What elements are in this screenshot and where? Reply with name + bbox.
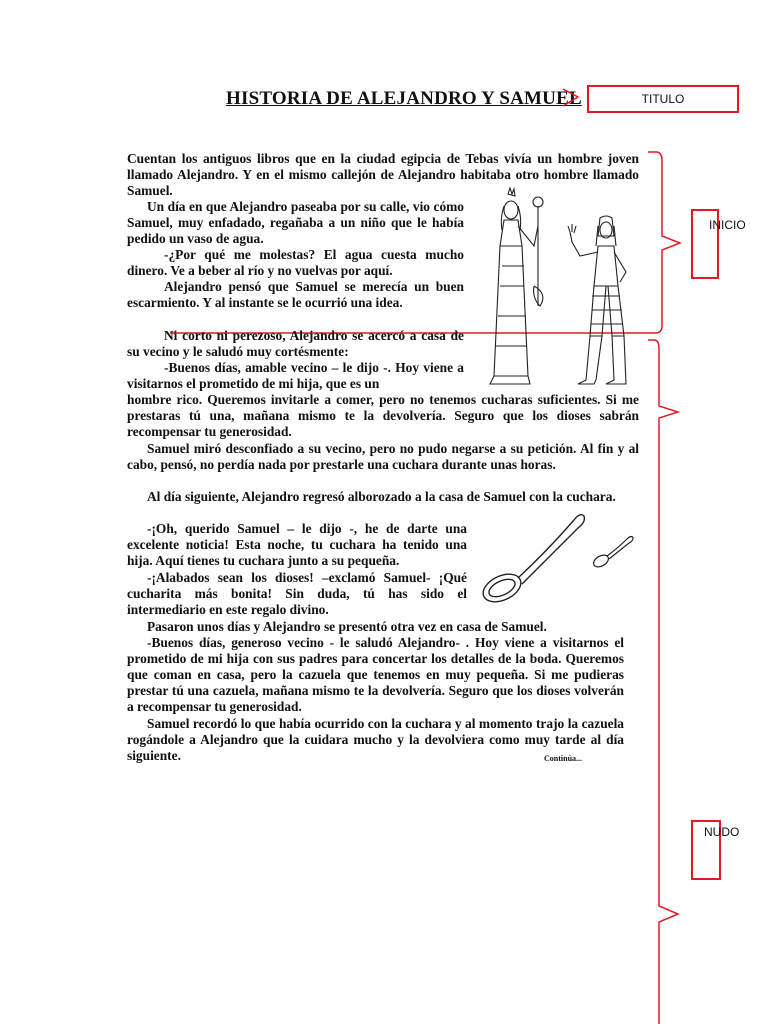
nudo-label: NUDO [704,825,740,839]
paragraph-2: Un día en que Alejandro paseaba por su calle, vio cómo Samuel, muy enfadado, regañaba a un niño que le había pedido un vaso de agua. [127,199,464,246]
small-spoon-illustration [592,534,636,568]
titulo-pointer [563,89,578,106]
paragraph-9: -¡Oh, querido Samuel – le dijo -, he de darte una excelente noticia! Esta noche, tu cuchara ha tenido una hija. Aquí tienes tu cuchara junto a su pequeña. [127,521,467,568]
paragraph-6b: hombre rico. Queremos invitarle a comer, pero no tenemos cucharas suficientes. Si me prestaras tú una, mañana mismo te la devolvería. Seguro que los dioses sabrán recompensar tu generosidad. [127,392,639,439]
paragraph-13: Samuel recordó lo que había ocurrido con la cuchara y al momento trajo la cazuela rogándole a Alejandro que la cuidara mucho y la devolviera como muy tarde al día siguiente. [127,716,624,763]
paragraph-11: Pasaron unos días y Alejandro se presentó otra vez en casa de Samuel. [147,619,547,634]
egyptian-figures-illustration [480,186,640,388]
paragraph-10: -¡Alabados sean los dioses! –exclamó Samuel- ¡Qué cucharita más bonita! Sin duda, tú has sido el intermediario en este regalo divino. [127,570,467,617]
paragraph-1: Cuentan los antiguos libros que en la ciudad egipcia de Tebas vivía un hombre joven llamado Alejandro. Y en el mismo callejón de Alejandro habitaba otro hombre llamado Samuel. [127,151,639,198]
story-title: HISTORIA DE ALEJANDRO Y SAMUEL [226,88,582,109]
paragraph-12: -Buenos días, generoso vecino - le saludó Alejandro- . Hoy viene a visitarnos el prometido de mi hija con sus padres para concertar los detalles de la boda. Queremos que coman en casa, pero la cazuela que tenemos en muy pequeña. Si me pudieras prestar tú una cazuela, mañana mismo te la devolvería. Seguro que los dioses volverán a recompensar tu generosidad. [127,635,624,714]
titulo-label-box [587,85,739,113]
paragraph-5: Ni corto ni perezoso, Alejandro se acercó a casa de su vecino y le saludó muy cortésmente: [127,328,464,359]
nudo-bracket [648,340,678,1024]
paragraph-7: Samuel miró desconfiado a su vecino, pero no pudo negarse a su petición. Al fin y al cabo, pensó, no perdía nada por prestarle una cuchara durante unas horas. [127,441,639,472]
inicio-label: INICIO [709,218,746,232]
paragraph-3: -¿Por qué me molestas? El agua cuesta mucho dinero. Ve a beber al río y no vuelvas por aquí. [127,247,464,278]
paragraph-8: Al día siguiente, Alejandro regresó alborozado a la casa de Samuel con la cuchara. [147,489,616,504]
titulo-label: TITULO [641,92,685,106]
continua-text: Continúa... [544,754,583,763]
paragraph-6a: -Buenos días, amable vecino – le dijo -. Hoy viene a visitarnos el prometido de mi hija, que es un [127,360,464,391]
paragraph-4: Alejandro pensó que Samuel se merecía un buen escarmiento. Y al instante se le ocurrió una idea. [127,279,464,310]
